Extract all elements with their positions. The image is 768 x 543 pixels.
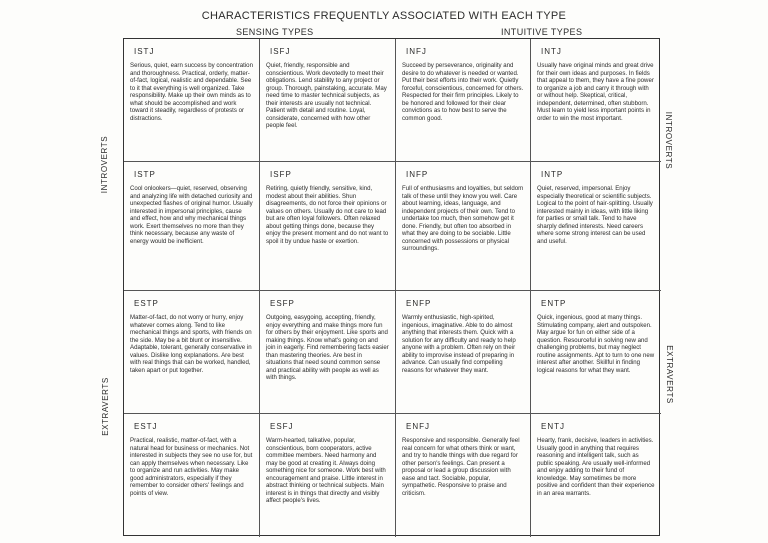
- type-cell-entp: [531, 291, 661, 414]
- type-cell-enfj: [396, 414, 531, 537]
- type-description: Full of enthusiasms and loyalties, but seldom talk of these until they know you well. Care about learning, ideas, language, and independent projects of their own. Tend to undertake too much, then somehow get it done. Friendly, but often too absorbed in what they are doing to be sociable. Little concerned with possessions or physical surroundings.: [402, 185, 524, 252]
- type-description: Succeed by perseverance, originality and desire to do whatever is needed or wanted. Put their best efforts into their work. Quietly forceful, conscientious, concerned for others. Respected for their firm principles. Likely to be honored and followed for their clear convictions as to how best to serve the common good.: [402, 62, 524, 122]
- type-code: INFP: [406, 170, 429, 179]
- type-cell-intj: [531, 39, 661, 162]
- type-description: Retiring, quietly friendly, sensitive, kind, modest about their abilities. Shun disagreements, do not force their opinions or values on others. Usually do not care to lead but are often loyal followers. Often relaxed about getting things done, because they enjoy the present moment and do not want to spoil it by undue haste or exertion.: [266, 185, 389, 245]
- page-title: CHARACTERISTICS FREQUENTLY ASSOCIATED WITH EACH TYPE: [201, 10, 567, 22]
- type-cell-isfp: [260, 162, 396, 291]
- type-cell-isfj: [260, 39, 396, 162]
- type-cell-estj: [124, 414, 260, 537]
- type-cell-istj: [124, 39, 260, 162]
- type-cell-esfj: [260, 414, 396, 537]
- type-description: Quiet, reserved, impersonal. Enjoy especially theoretical or scientific subjects. Logical to the point of hair-splitting. Usually interested mainly in ideas, with little liking for parties or small talk. Tend to have sharply defined interests. Need careers where some strong interest can be used and useful.: [537, 185, 653, 245]
- type-description: Outgoing, easygoing, accepting, friendly, enjoy everything and make things more fun for others by their enjoyment. Like sports and making things. Know what's going on and join in eagerly. Find remembering facts easier than mastering theories. Are best in situations that need sound common sense and practical ability with people as well as with things.: [266, 314, 389, 381]
- type-description: Matter-of-fact, do not worry or hurry, enjoy whatever comes along. Tend to like mechanical things and sports, with friends on the side. May be a bit blunt or insensitive. Adaptable, tolerant, generally conservative in values. Dislike long explanations. Are best with real things that can be worked, handled, taken apart or put together.: [130, 314, 252, 374]
- type-description: Warmly enthusiastic, high-spirited, ingenious, imaginative. Able to do almost anything that interests them. Quick with a solution for any difficulty and ready to help anyone with a problem. Often rely on their ability to improvise instead of preparing in advance. Can usually find compelling reasons for whatever they want.: [402, 314, 516, 374]
- type-code: ENFP: [406, 299, 432, 308]
- introverts-right-label: INTROVERTS: [664, 111, 674, 170]
- extraverts-right-label: EXTRAVERTS: [664, 345, 674, 404]
- type-code: ENTP: [541, 299, 567, 308]
- type-cell-esfp: [260, 291, 396, 414]
- type-code: ESFJ: [270, 422, 294, 431]
- type-description: Practical, realistic, matter-of-fact, with a natural head for business or mechanics. Not interested in subjects they see no use for, but can apply themselves when necessary. Like to organize and run activities. May make good administrators, especially if they remember to consider others' feelings and points of view.: [130, 437, 253, 497]
- type-description: Quiet, friendly, responsible and conscientious. Work devotedly to meet their obligations. Lend stability to any project or group. Thorough, painstaking, accurate. May need time to master technical subjects, as their interests are usually not technical. Patient with detail and routine. Loyal, considerate, concerned with how other people feel.: [266, 62, 387, 129]
- type-cell-estp: [124, 291, 260, 414]
- type-code: ISTP: [134, 170, 156, 179]
- type-description: Serious, quiet, earn success by concentration and thoroughness. Practical, orderly, matter-of-fact, logical, realistic and dependable. See to it that everything is well organized. Take responsibility. Make up their own minds as to what should be accomplished and work toward it steadily, regardless of protests or distractions.: [130, 62, 253, 122]
- type-code: ESFP: [270, 299, 295, 308]
- type-description: Hearty, frank, decisive, leaders in activities. Usually good in anything that requires reasoning and intelligent talk, such as public speaking. Are usually well-informed and enjoy adding to their fund of knowledge. May sometimes be more positive and confident than their experience in an area warrants.: [537, 437, 655, 497]
- type-code: INTP: [541, 170, 564, 179]
- type-description: Usually have original minds and great drive for their own ideas and purposes. In fields that appeal to them, they have a fine power to organize a job and carry it through with or without help. Skeptical, critical, independent, determined, often stubborn. Must learn to yield less important points in order to win the most important.: [537, 62, 654, 122]
- type-cell-intp: [531, 162, 661, 291]
- type-description: Cool onlookers—quiet, reserved, observing and analyzing life with detached curiosity and unexpected flashes of original humor. Usually interested in impersonal principles, cause and effect, how and why mechanical things work. Exert themselves no more than they think necessary, because any waste of energy would be inefficient.: [130, 185, 253, 245]
- type-code: ISFP: [270, 170, 292, 179]
- type-code: ESTP: [134, 299, 159, 308]
- extraverts-left-label: EXTRAVERTS: [100, 377, 110, 436]
- type-description: Warm-hearted, talkative, popular, conscientious, born cooperators, active committee members. Need harmony and may be good at creating it. Always doing something nice for someone. Work best with encouragement and praise. Little interest in abstract thinking or technical subjects. Main interest is in things that directly and visibly affect people's lives.: [266, 437, 386, 504]
- type-description: Responsive and responsible. Generally feel real concern for what others think or want, and try to handle things with due regard for other person's feelings. Can present a proposal or lead a group discussion with ease and tact. Sociable, popular, sympathetic. Responsive to praise and criticism.: [402, 437, 520, 497]
- type-cell-istp: [124, 162, 260, 291]
- type-grid: [123, 38, 660, 536]
- type-cell-enfp: [396, 291, 531, 414]
- sensing-types-label: SENSING TYPES: [236, 27, 314, 37]
- intuitive-types-label: INTUITIVE TYPES: [501, 27, 583, 37]
- type-cell-infj: [396, 39, 531, 162]
- type-code: ENTJ: [541, 422, 565, 431]
- type-code: INTJ: [541, 47, 562, 56]
- type-code: ISTJ: [134, 47, 155, 56]
- type-cell-infp: [396, 162, 531, 291]
- type-code: ENFJ: [406, 422, 430, 431]
- type-description: Quick, ingenious, good at many things. Stimulating company, alert and outspoken. May argue for fun on either side of a question. Resourceful in solving new and challenging problems, but may neglect routine assignments. Apt to turn to one new interest after another. Skillful in finding logical reasons for what they want.: [537, 314, 655, 374]
- type-code: ISFJ: [270, 47, 291, 56]
- introverts-left-label: INTROVERTS: [100, 135, 110, 194]
- type-code: ESTJ: [134, 422, 158, 431]
- type-code: INFJ: [406, 47, 427, 56]
- type-cell-entj: [531, 414, 661, 537]
